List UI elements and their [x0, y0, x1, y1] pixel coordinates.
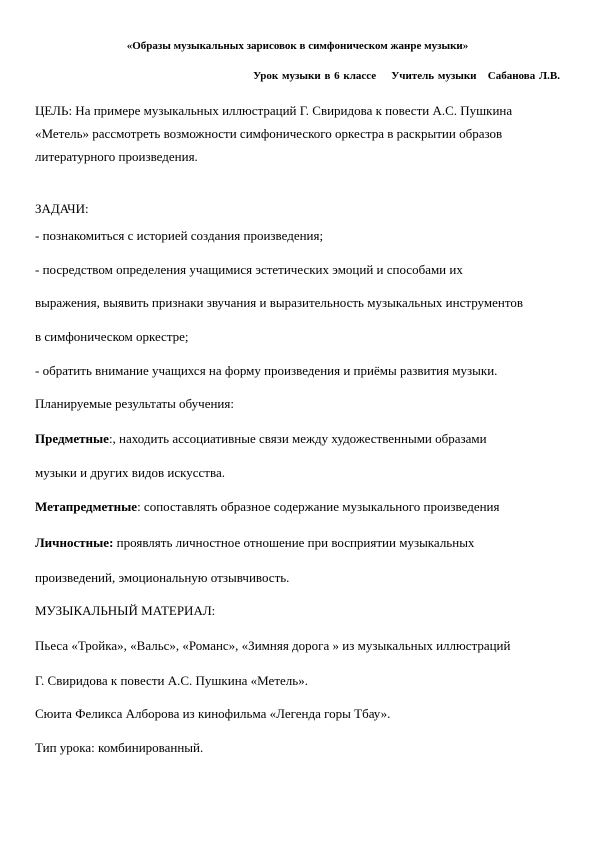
goal-line: литературного произведения. — [35, 149, 198, 164]
subject-label: Предметные — [35, 431, 109, 446]
task-line: - обратить внимание учащихся на форму произведения и приёмы развития музыки. — [35, 363, 498, 378]
teacher-name: Сабанова Л.В. — [487, 70, 560, 82]
results-subject — [35, 431, 487, 447]
task-line: выражения, выявить признаки звучания и выразительность музыкальных инструментов — [35, 295, 523, 310]
task-line: - посредством определения учащимися эстетических эмоций и способами их — [35, 262, 463, 277]
lesson-class: Урок музыки в 6 классе — [253, 70, 377, 82]
material-line: Пьеса «Тройка», «Вальс», «Романс», «Зимняя дорога » из музыкальных иллюстраций — [35, 638, 511, 653]
task-line: - познакомиться с историей создания произведения; — [35, 228, 324, 243]
material-line: Г. Свиридова к повести А.С. Пушкина «Метель». — [35, 673, 308, 688]
tasks-heading: ЗАДАЧИ: — [35, 201, 89, 216]
subject-text: :, находить ассоциативные связи между художественными образами — [108, 431, 487, 446]
material-line: Сюита Феликса Алборова из кинофильма «Легенда горы Тбау». — [35, 706, 391, 721]
task-line: в симфоническом оркестре; — [35, 329, 189, 344]
subject-text-cont: музыки и других видов искусства. — [35, 465, 225, 480]
personal-text: проявлять личностное отношение при восприятии музыкальных — [113, 535, 475, 550]
results-personal — [35, 535, 474, 551]
meta-label: Метапредметные — [35, 499, 138, 514]
goal-line: ЦЕЛЬ: На примере музыкальных иллюстраций Г. Свиридова к повести А.С. Пушкина — [35, 103, 513, 118]
goal-line: «Метель» рассмотреть возможности симфонического оркестра в раскрытии образов — [35, 126, 503, 141]
personal-label: Личностные: — [35, 535, 114, 550]
material-heading: МУЗЫКАЛЬНЫЙ МАТЕРИАЛ: — [35, 603, 216, 618]
teacher-label: Учитель музыки — [391, 70, 477, 82]
lesson-info — [253, 68, 560, 84]
results-meta — [35, 499, 500, 515]
results-heading: Планируемые результаты обучения: — [35, 396, 234, 411]
document-title: «Образы музыкальных зарисовок в симфоническом жанре музыки» — [126, 40, 469, 52]
lesson-type: Тип урока: комбинированный. — [35, 740, 204, 755]
personal-text-cont: произведений, эмоциональную отзывчивость. — [35, 570, 290, 585]
meta-text: : сопоставлять образное содержание музыкального произведения — [137, 499, 500, 514]
